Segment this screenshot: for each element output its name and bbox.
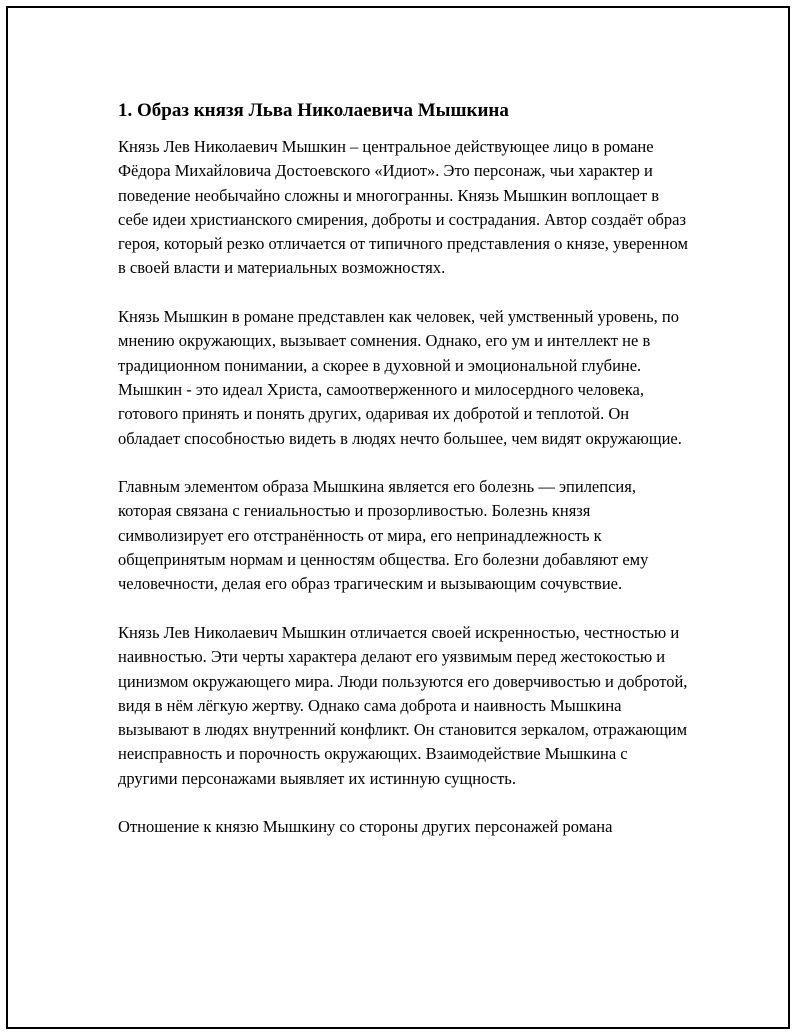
document-page [6,6,790,1029]
paragraph: Отношение к князю Мышкину со стороны других персонажей романа [118,817,613,837]
paragraph: Князь Лев Николаевич Мышкин отличается своей искренностью, честностью и наивностью. Эти черты характера делают его уязвимым перед жестокостью и цинизмом окружающего мира. Люди пользуются его доверчивостью и добротой, видя в нём лёгкую жертву. Однако сама доброта и наивность Мышкина вызывают в людях внутренний конфликт. Он становится зеркалом, отражающим неисправность и порочность окружающих. Взаимодействие Мышкина с другими персонажами выявляет их истинную сущность. [118,622,688,788]
document-body [118,96,688,864]
section-heading: 1. Образ князя Льва Николаевича Мышкина [118,100,509,121]
paragraph: Князь Мышкин в романе представлен как человек, чей умственный уровень, по мнению окружающих, вызывает сомнения. Однако, его ум и интеллект не в традиционном понимании, а скорее в духовной и эмоциональной глубине. Мышкин - это идеал Христа, самоотверженного и милосердного человека, готового принять и понять других, одаривая их добротой и теплотой. Он обладает способностью видеть в людях нечто большее, чем видят окружающие. [118,307,682,448]
paragraph: Князь Лев Николаевич Мышкин – центральное действующее лицо в романе Фёдора Михайловича Достоевского «Идиот». Это персонаж, чьи характер и поведение необычайно сложны и многогранны. Князь Мышкин воплощает в себе идеи христианского смирения, доброты и сострадания. Автор создаёт образ героя, который резко отличается от типичного представления о князе, уверенном в своей власти и материальных возможностях. [118,137,688,278]
paragraph: Главным элементом образа Мышкина является его болезнь — эпилепсия, которая связана с гениальностью и прозорливостью. Болезнь князя символизирует его отстранённость от мира, его непринадлежность к общепринятым нормам и ценностям общества. Его болезни добавляют ему человечности, делая его образ трагическим и вызывающим сочувствие. [118,477,649,594]
